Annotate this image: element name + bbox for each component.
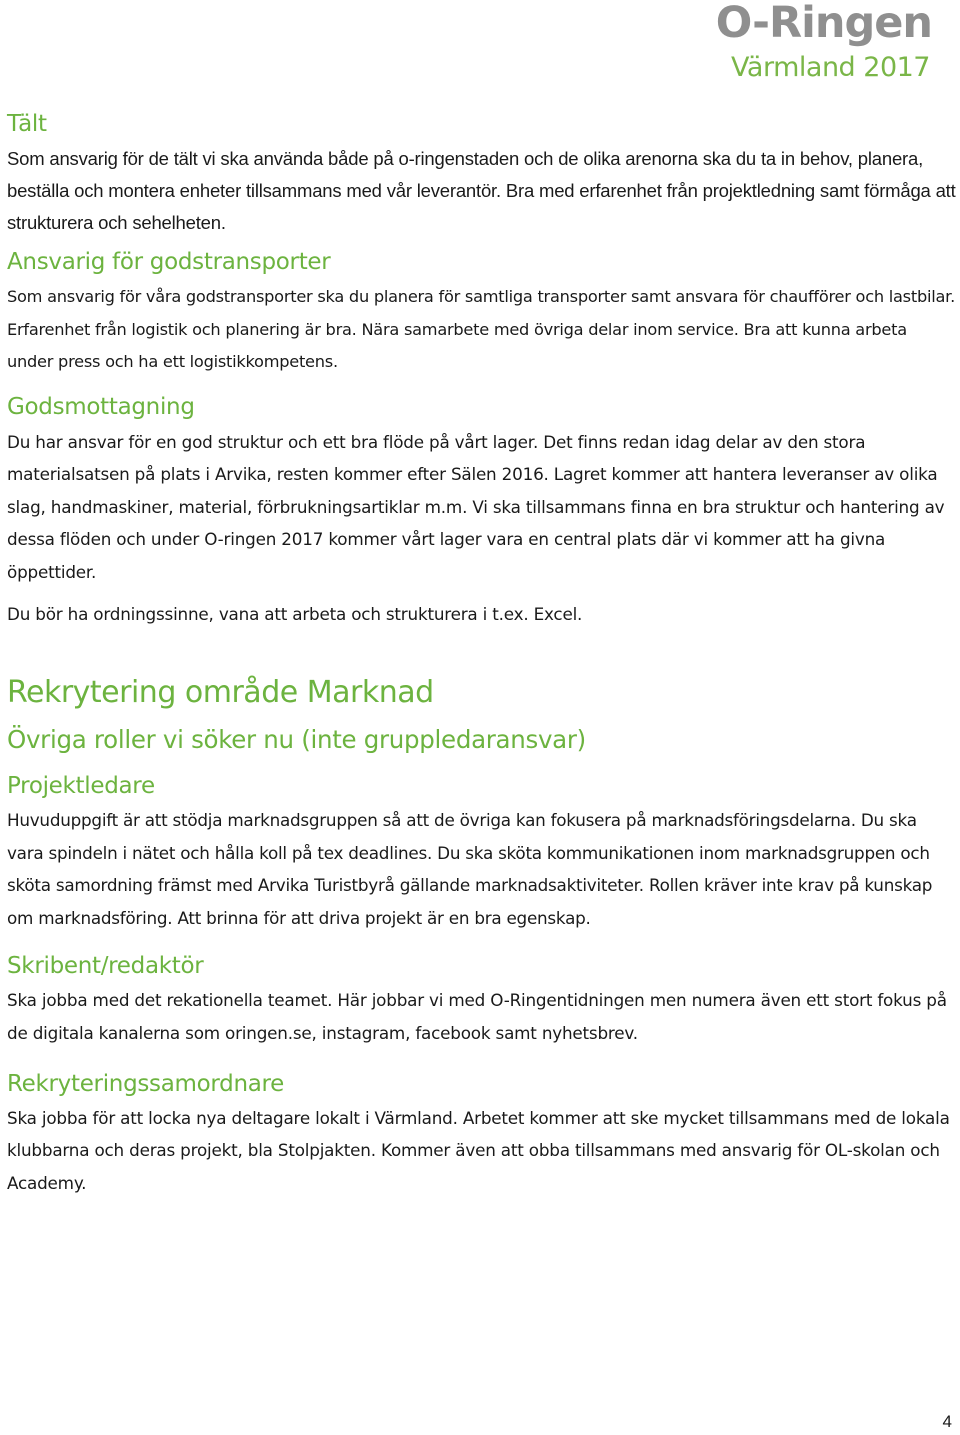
paragraph-projektledare: Huvuduppgift är att stödja marknadsgruppen så att de övriga kan fokusera på marknadsföringsdelarna. Du ska vara spindeln i nätet och hålla koll på tex deadlines. Du ska sköta kommunikationen inom marknadsgruppen och sköta samordning främst med Arvika Turistbyrå gällande marknadsaktiviteter. Rollen kräver inte krav på kunskap om marknadsföring. Att brinna för att driva projekt är en bra egenskap. (7, 810, 933, 928)
paragraph-talt: Som ansvarig för de tält vi ska använda både på o-ringenstaden och de olika arenorna ska du ta in behov, planera, beställa och montera enheter tillsammans med vår leverantör. Bra med erfarenhet från projektledning samt förmåga att strukturera och sehelheten. (7, 148, 956, 233)
logo-subtitle: Värmland 2017 (731, 52, 930, 83)
heading-rekryteringssamordnare: Rekryteringssamordnare (7, 1070, 285, 1097)
o-ringen-logo (715, 0, 932, 90)
heading-rekrytering-marknad: Rekrytering område Marknad (7, 675, 434, 711)
heading-godsmottagning: Godsmottagning (7, 393, 195, 420)
logo-title: O-Ringen (715, 0, 932, 48)
document-content (7, 110, 957, 1199)
paragraph-godsmottagning-2: Du bör ha ordningssinne, vana att arbeta och strukturera i t.ex. Excel. (7, 604, 583, 625)
heading-skribent: Skribent/redaktör (7, 953, 204, 980)
paragraph-godstransporter: Som ansvarig för våra godstransporter ska du planera för samtliga transporter samt ansvara för chaufförer och lastbilar. Erfarenhet från logistik och planering är bra. Nära samarbete med övriga delar inom service. Bra att kunna arbeta under press och ha ett logistikkompetens. (7, 287, 955, 371)
paragraph-skribent: Ska jobba med det rekationella teamet. Här jobbar vi med O-Ringentidningen men numera även ett stort fokus på de digitala kanalerna som oringen.se, instagram, facebook samt nyhetsbrev. (7, 990, 947, 1044)
paragraph-godsmottagning: Du har ansvar för en god struktur och ett bra flöde på vårt lager. Det finns redan idag delar av den stora materialsatsen på plats i Arvika, resten kommer efter Sälen 2016. Lagret kommer att hantera leveranser av olika slag, handmaskiner, material, förbrukningsartiklar m.m. Vi ska tillsammans finna en bra struktur och hantering av dessa flöden och under O-ringen 2017 kommer vårt lager vara en central plats där vi kommer att ha givna öppettider. (7, 431, 945, 582)
heading-godstransporter: Ansvarig för godstransporter (7, 249, 331, 275)
subheading-ovriga-roller: Övriga roller vi söker nu (inte gruppledaransvar) (7, 725, 586, 755)
heading-projektledare: Projektledare (7, 773, 155, 800)
page-number: 4 (942, 1412, 952, 1431)
paragraph-rekryteringssamordnare: Ska jobba för att locka nya deltagare lokalt i Värmland. Arbetet kommer att ske mycket tillsammans med de lokala klubbarna och deras projekt, bla Stolpjakten. Kommer även att obba tillsammans med ansvarig för OL-skolan och Academy. (7, 1107, 950, 1193)
heading-talt: Tält (7, 111, 47, 137)
